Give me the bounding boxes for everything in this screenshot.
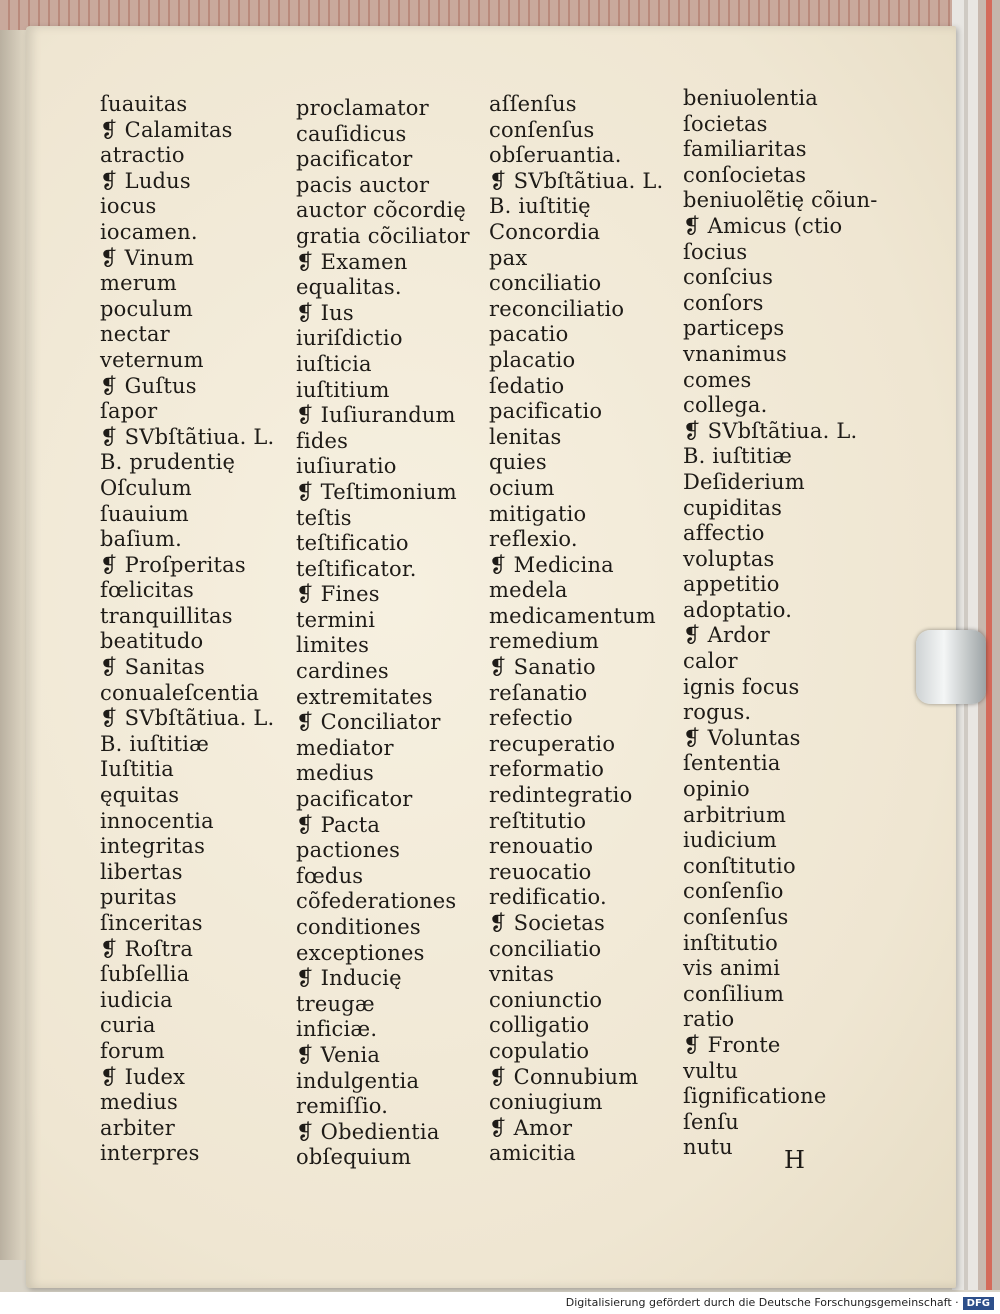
word-entry: conſenſus: [683, 905, 789, 929]
word-entry: appetitio: [683, 572, 780, 597]
word-entry: fœlicitas: [100, 578, 194, 603]
word-entry: ❡ Vinum: [100, 245, 195, 270]
word-entry: collega.: [683, 393, 768, 418]
word-entry: recuperatio: [489, 731, 616, 756]
word-entry: ❡ Amor: [489, 1115, 573, 1140]
word-entry: placatio: [489, 347, 576, 372]
word-entry: reflexio.: [489, 527, 578, 552]
word-entry: affectio: [683, 521, 765, 546]
word-entry: ❡ Connubium: [489, 1064, 639, 1089]
word-entry: fœdus: [296, 863, 364, 888]
word-entry: conſors: [683, 290, 764, 315]
word-entry: indulgentia: [296, 1068, 420, 1093]
word-entry: redintegratio: [489, 783, 633, 808]
word-entry: conciliatio: [489, 936, 602, 961]
word-entry: pacificatio: [489, 399, 603, 424]
word-entry: ſententia: [683, 751, 781, 776]
word-entry: inficiæ.: [296, 1017, 378, 1042]
word-entry: iudicium: [683, 828, 777, 853]
word-entry: pacificator: [296, 147, 413, 172]
word-entry: ❡ Fines: [296, 582, 380, 607]
word-entry: iocus: [100, 194, 157, 219]
word-entry: ❡ SVbſtãtiua. L.: [683, 418, 858, 443]
word-entry: iocamen.: [100, 219, 198, 244]
word-entry: rogus.: [683, 700, 752, 725]
word-entry: vnitas: [489, 962, 555, 987]
signature-mark: H: [784, 1146, 805, 1174]
word-entry: ❡ Inducię: [296, 966, 402, 991]
word-entry: copulatio: [489, 1038, 590, 1063]
word-entry: vis animi: [683, 956, 781, 981]
word-column-2: [296, 96, 486, 1171]
word-entry: libertas: [100, 859, 183, 884]
word-entry: ❡ Examen: [296, 249, 408, 274]
word-entry: vnanimus: [683, 341, 787, 366]
word-column-1: [100, 92, 290, 1167]
word-entry: integritas: [100, 834, 206, 859]
word-entry: innocentia: [100, 808, 214, 833]
word-entry: ęquitas: [100, 783, 180, 808]
word-entry: opinio: [683, 777, 750, 802]
word-entry: conciliatio: [489, 271, 602, 296]
word-entry: Deſiderium: [683, 469, 805, 494]
word-entry: fides: [296, 428, 349, 453]
word-entry: voluptas: [683, 546, 775, 571]
word-entry: B. iuſtitiæ: [683, 444, 793, 469]
word-entry: teſtificator.: [296, 556, 417, 581]
word-entry: conſilium: [683, 981, 785, 1006]
word-entry: ❡ Guſtus: [100, 373, 197, 398]
word-entry: reſtitutio: [489, 808, 587, 833]
word-entry: conditiones: [296, 915, 421, 939]
word-entry: gratia cõciliator: [296, 223, 470, 248]
word-entry: teſtificatio: [296, 531, 409, 556]
word-entry: equalitas.: [296, 275, 402, 300]
word-entry: Concordia: [489, 219, 601, 244]
word-entry: colligatio: [489, 1013, 590, 1038]
word-entry: B. iuſtitiæ: [100, 731, 210, 756]
word-entry: proclamator: [296, 96, 429, 120]
word-entry: comes: [683, 367, 752, 392]
word-entry: cõfederationes: [296, 889, 457, 914]
word-entry: ❡ Conciliator: [296, 710, 441, 735]
word-entry: treugæ: [296, 991, 375, 1016]
word-entry: ❡ Fronte: [683, 1032, 781, 1057]
word-entry: medius: [100, 1090, 179, 1115]
word-entry: exceptiones: [296, 940, 425, 965]
word-entry: ❡ Ius: [296, 300, 354, 325]
word-entry: remiſſio.: [296, 1094, 389, 1119]
word-entry: beniuolentia: [683, 86, 819, 110]
word-entry: ſocietas: [683, 111, 768, 136]
word-entry: ❡ Ardor: [683, 623, 770, 648]
word-entry: B. iuſtitię: [489, 194, 591, 219]
word-entry: ſubſellia: [100, 962, 190, 987]
word-entry: ignis focus: [683, 674, 800, 699]
word-entry: nutu: [683, 1135, 733, 1160]
word-column-3: [489, 92, 679, 1167]
word-entry: coniunctio: [489, 987, 603, 1012]
word-entry: medicamentum: [489, 603, 656, 628]
word-entry: iuſtitium: [296, 377, 390, 402]
word-entry: conualeſcentia: [100, 680, 260, 705]
word-entry: ❡ Iudex: [100, 1064, 186, 1089]
word-entry: ❡ Pacta: [296, 812, 381, 837]
word-entry: adoptatio.: [683, 597, 793, 622]
word-entry: reuocatio: [489, 859, 592, 884]
word-entry: extremitates: [296, 684, 433, 709]
word-entry: ſocius: [683, 239, 748, 264]
word-entry: aſſenſus: [489, 92, 577, 116]
word-entry: conſenſus: [489, 117, 595, 142]
word-entry: inſtitutio: [683, 930, 778, 955]
word-entry: mediator: [296, 735, 394, 760]
word-entry: reformatio: [489, 757, 605, 782]
word-entry: atractio: [100, 143, 185, 168]
word-entry: baſium.: [100, 527, 182, 552]
word-entry: pacis auctor: [296, 172, 430, 197]
word-entry: reconciliatio: [489, 296, 625, 321]
word-entry: ſuauitas: [100, 92, 188, 116]
word-entry: nectar: [100, 322, 170, 347]
word-entry: pacatio: [489, 322, 569, 347]
facing-page-fold: [0, 30, 28, 1260]
word-entry: ſinceritas: [100, 911, 203, 935]
word-entry: cardines: [296, 659, 389, 684]
word-entry: obſequium: [296, 1145, 412, 1170]
word-entry: arbiter: [100, 1115, 176, 1140]
word-entry: termini: [296, 607, 376, 632]
word-entry: ❡ Iuſiurandum: [296, 403, 456, 428]
word-entry: ❡ Obedientia: [296, 1119, 440, 1144]
word-entry: remedium: [489, 629, 600, 654]
word-entry: iuſiuratio: [296, 454, 397, 479]
word-entry: ❡ SVbſtãtiua. L.: [100, 424, 275, 449]
word-entry: ❡ Societas: [489, 911, 605, 935]
word-entry: ❡ Calamitas: [100, 117, 233, 142]
word-entry: veternum: [100, 347, 204, 372]
word-entry: amicitia: [489, 1141, 576, 1166]
word-entry: mitigatio: [489, 501, 587, 526]
word-entry: ſedatio: [489, 373, 565, 398]
word-entry: ſapor: [100, 399, 158, 424]
word-entry: puritas: [100, 885, 177, 910]
word-entry: limites: [296, 633, 370, 658]
word-entry: medela: [489, 578, 568, 603]
word-entry: cauſidicus: [296, 121, 407, 146]
word-entry: auctor cõcordię: [296, 198, 467, 223]
word-entry: Oſculum: [100, 475, 192, 500]
word-entry: ratio: [683, 1007, 735, 1032]
word-entry: conſenſio: [683, 879, 784, 904]
word-entry: beatitudo: [100, 629, 204, 654]
word-entry: ❡ Venia: [296, 1042, 381, 1067]
word-entry: cupiditas: [683, 495, 783, 520]
word-column-4: [683, 86, 878, 1161]
word-entry: ❡ SVbſtãtiua. L.: [489, 168, 664, 193]
word-entry: particeps: [683, 316, 785, 341]
word-entry: ❡ Amicus (ctio: [683, 213, 843, 238]
word-entry: ❡ Medicina: [489, 552, 614, 577]
word-entry: ſenſu: [683, 1109, 740, 1134]
word-entry: ❡ Voluntas: [683, 725, 801, 750]
word-entry: forum: [100, 1038, 165, 1063]
word-entry: redificatio.: [489, 885, 607, 910]
word-entry: conſtitutio: [683, 853, 796, 878]
word-entry: ❡ Teſtimonium: [296, 479, 457, 504]
word-entry: teſtis: [296, 505, 352, 530]
digitization-footer: [0, 1292, 1000, 1314]
word-entry: merum: [100, 271, 177, 296]
footer-credit-text: Digitalisierung gefördert durch die Deutsche Forschungsgemeinschaft ·: [565, 1296, 959, 1309]
word-entry: ❡ Sanitas: [100, 655, 205, 680]
word-entry: curia: [100, 1013, 156, 1038]
word-entry: iuſticia: [296, 351, 372, 376]
word-entry: pax: [489, 245, 528, 270]
word-entry: ❡ Proſperitas: [100, 552, 246, 577]
word-entry: calor: [683, 649, 738, 674]
word-entry: obſeruantia.: [489, 143, 622, 168]
word-entry: ſuauium: [100, 501, 189, 526]
word-entry: conſocietas: [683, 162, 807, 187]
word-entry: pacificator: [296, 787, 413, 812]
word-entry: ❡ Ludus: [100, 168, 191, 193]
word-entry: medius: [296, 761, 375, 786]
word-entry: familiaritas: [683, 137, 807, 162]
word-entry: iuriſdictio: [296, 326, 403, 351]
word-entry: vultu: [683, 1058, 739, 1083]
word-entry: renouatio: [489, 834, 594, 859]
word-entry: conſcius: [683, 265, 774, 290]
dfg-logo: DFG: [963, 1297, 994, 1310]
word-entry: beniuolẽtię cõiun-: [683, 188, 878, 213]
word-entry: Iuſtitia: [100, 757, 175, 782]
word-entry: ſignificatione: [683, 1084, 827, 1109]
word-entry: coniugium: [489, 1090, 603, 1115]
word-entry: iudicia: [100, 987, 173, 1012]
word-entry: ❡ Sanatio: [489, 655, 596, 680]
word-entry: lenitas: [489, 424, 562, 449]
word-entry: poculum: [100, 296, 193, 321]
word-entry: quies: [489, 450, 547, 475]
word-entry: tranquillitas: [100, 603, 233, 628]
word-entry: refectio: [489, 706, 573, 731]
word-entry: pactiones: [296, 838, 401, 863]
word-entry: interpres: [100, 1141, 200, 1166]
word-entry: B. prudentię: [100, 450, 236, 475]
word-entry: arbitrium: [683, 802, 787, 827]
page-clip: [916, 630, 986, 704]
word-entry: reſanatio: [489, 680, 588, 705]
word-entry: ocium: [489, 475, 555, 500]
word-entry: ❡ Roſtra: [100, 936, 194, 961]
word-entry: ❡ SVbſtãtiua. L.: [100, 706, 275, 731]
